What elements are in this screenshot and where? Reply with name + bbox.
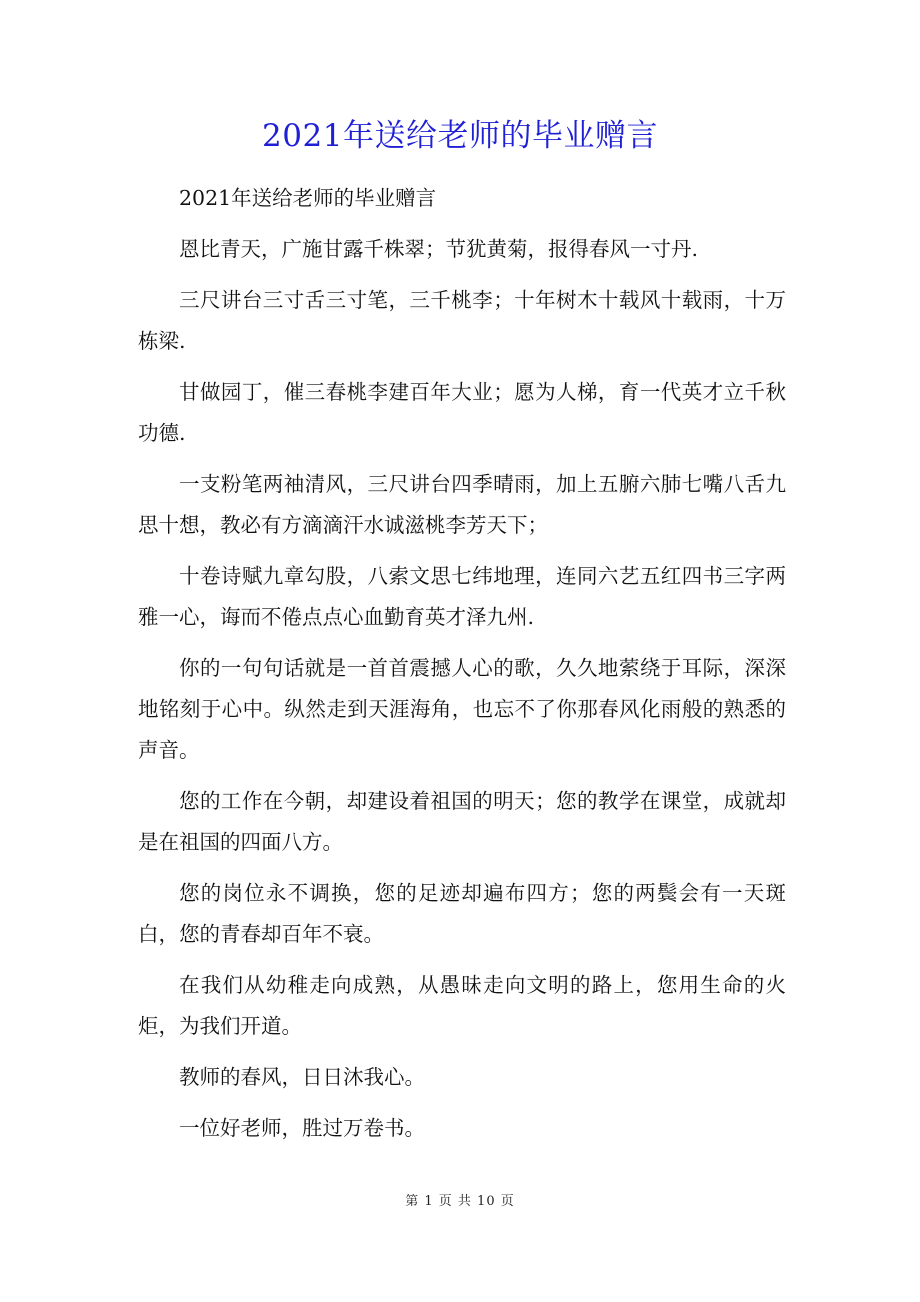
paragraph: 2021年送给老师的毕业赠言 <box>179 186 437 210</box>
document-body <box>138 178 786 1159</box>
paragraph: 您的岗位永不调换，您的足迹却遍布四方；您的两鬓会有一天斑白，您的青春却百年不衰。 <box>138 881 786 946</box>
paragraph: 十卷诗赋九章勾股，八索文思七纬地理，连同六艺五红四书三字两雅一心，诲而不倦点点心血勤育英才泽九州. <box>138 564 786 629</box>
paragraph: 一位好老师，胜过万卷书。 <box>179 1116 425 1140</box>
paragraph: 您的工作在今朝，却建设着祖国的明天；您的教学在课堂，成就却是在祖国的四面八方。 <box>138 789 786 854</box>
paragraph: 恩比青天，广施甘露千株翠；节犹黄菊，报得春风一寸丹. <box>179 237 699 261</box>
paragraph: 教师的春风，日日沐我心。 <box>179 1065 425 1089</box>
paragraph: 在我们从幼稚走向成熟，从愚昧走向文明的路上，您用生命的火炬，为我们开道。 <box>138 973 786 1038</box>
page-number-footer: 第 1 页 共 10 页 <box>405 1194 515 1209</box>
paragraph: 你的一句句话就是一首首震撼人心的歌，久久地萦绕于耳际，深深地铭刻于心中。纵然走到天涯海角，也忘不了你那春风化雨般的熟悉的声音。 <box>138 656 786 762</box>
document-title: 2021年送给老师的毕业赠言 <box>262 118 658 154</box>
paragraph: 三尺讲台三寸舌三寸笔，三千桃李；十年树木十载风十载雨，十万栋梁. <box>138 288 786 353</box>
paragraph: 甘做园丁，催三春桃李建百年大业；愿为人梯，育一代英才立千秋功德. <box>138 380 786 445</box>
paragraph: 一支粉笔两袖清风，三尺讲台四季晴雨，加上五腑六肺七嘴八舌九思十想，教必有方滴滴汗水诚滋桃李芳天下； <box>138 472 786 537</box>
